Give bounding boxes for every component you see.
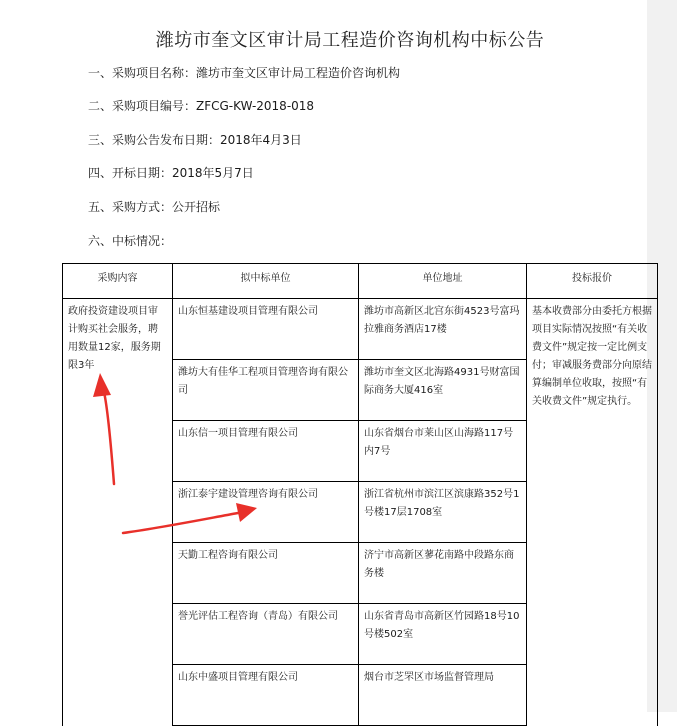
project-name-line: 一、采购项目名称：潍坊市奎文区审计局工程造价咨询机构 (88, 66, 401, 80)
header-bid-price: 投标报价 (527, 264, 658, 299)
table-header-row (63, 264, 658, 299)
winning-unit-cell: 山东恒基建设项目管理有限公司 (173, 299, 359, 360)
header-winning-unit: 拟中标单位 (173, 264, 359, 299)
procurement-method-line: 五、采购方式：公开招标 (88, 200, 221, 214)
unit-address-cell: 潍坊市高新区北宫东街4523号富玛拉雅商务酒店17楼 (359, 299, 527, 360)
unit-address-cell: 济宁市高新区蓼花南路中段路东商务楼 (359, 543, 527, 604)
unit-address-cell: 山东省烟台市莱山区山海路117号内7号 (359, 421, 527, 482)
table-row (63, 299, 658, 360)
unit-address-cell: 烟台市芝罘区市场监督管理局 (359, 665, 527, 726)
bid-result-heading: 六、中标情况： (88, 234, 173, 248)
procurement-content-cell: 政府投资建设项目审计购买社会服务，聘用数量12家，服务期限3年 (63, 299, 173, 726)
unit-address-cell: 山东省青岛市高新区竹园路18号10号楼502室 (359, 604, 527, 665)
unit-address-cell: 潍坊市奎文区北海路4931号财富国际商务大厦416室 (359, 360, 527, 421)
opening-date-line: 四、开标日期：2018年5月7日 (88, 166, 254, 180)
unit-address-cell: 浙江省杭州市滨江区滨康路352号1号楼17层1708室 (359, 482, 527, 543)
winning-unit-cell: 山东信一项目管理有限公司 (173, 421, 359, 482)
winning-unit-cell: 潍坊大有佳华工程项目管理咨询有限公司 (173, 360, 359, 421)
bid-result-table (62, 263, 658, 726)
winning-unit-cell: 誉光评估工程咨询（青岛）有限公司 (173, 604, 359, 665)
header-unit-address: 单位地址 (359, 264, 527, 299)
bid-price-cell: 基本收费部分由委托方根据项目实际情况按照“有关收费文件”规定按一定比例支付；审减服务费部分向原结算编制单位收取，按照“有关收费文件”规定执行。 (527, 299, 658, 726)
publish-date-line: 三、采购公告发布日期：2018年4月3日 (88, 133, 302, 147)
page-title: 潍坊市奎文区审计局工程造价咨询机构中标公告 (155, 30, 545, 51)
winning-unit-cell: 天勤工程咨询有限公司 (173, 543, 359, 604)
header-procurement-content: 采购内容 (63, 264, 173, 299)
project-number-line: 二、采购项目编号：ZFCG-KW-2018-018 (88, 99, 315, 113)
winning-unit-cell: 山东中盛项目管理有限公司 (173, 665, 359, 726)
winning-unit-cell: 浙江泰宇建设管理咨询有限公司 (173, 482, 359, 543)
